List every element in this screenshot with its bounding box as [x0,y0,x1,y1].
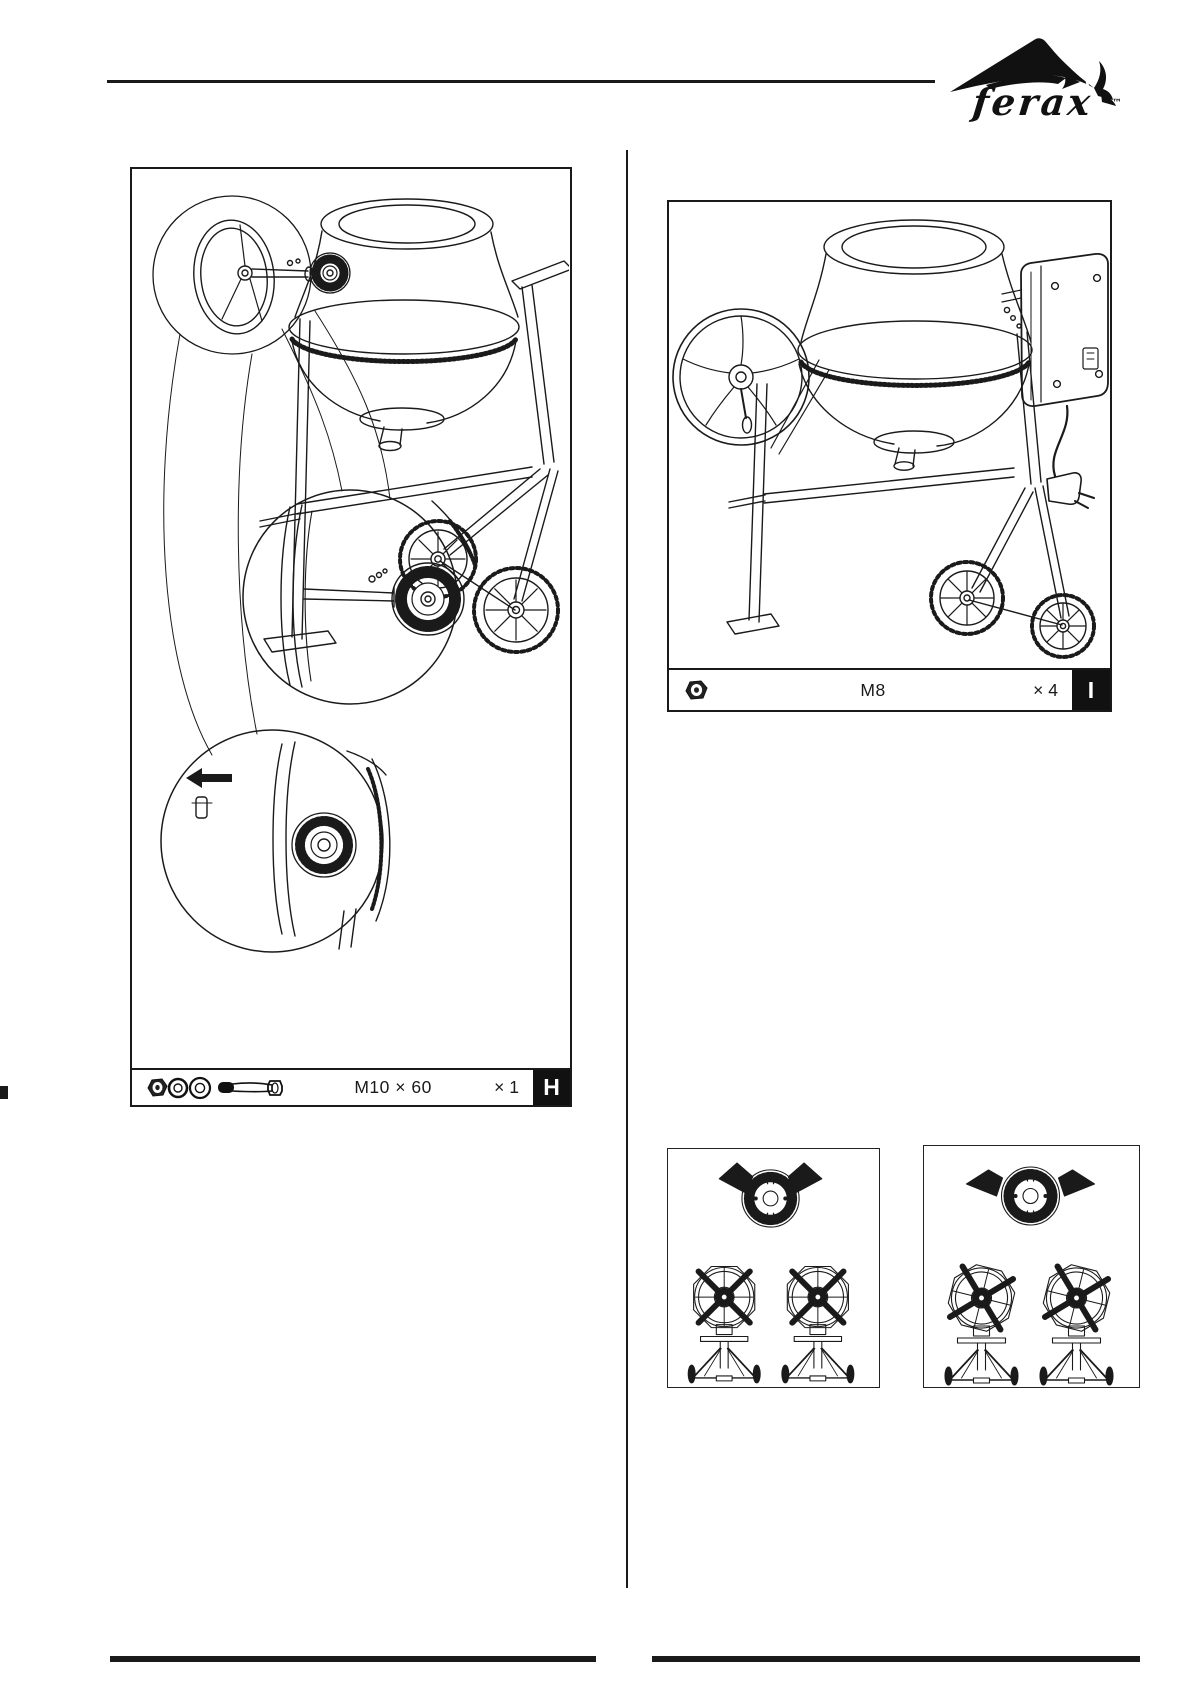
mixer-handwheel-assembly-illustration [132,169,569,1067]
washer-icon [190,1078,210,1098]
figure-h-quantity-label: × 1 [494,1077,519,1097]
brand-logo [946,36,1130,122]
figure-i-hardware-label: M8 [860,679,886,700]
trademark-symbol: ™ [1112,98,1122,109]
figure-h-hardware-label: M10 × 60 [354,1077,432,1097]
column-divider [626,150,628,1588]
figure-h-panel [130,167,572,1107]
lock-nut-icon [686,681,707,699]
lock-dial-and-mixers-front-illustration [668,1149,878,1386]
bolt-icon [218,1081,282,1095]
bottom-left-rule [110,1656,596,1662]
figure-i-panel [667,200,1112,712]
lock-nut-icon [148,1079,167,1096]
washer-icon [169,1079,187,1097]
figure-h-hardware-icons [132,1074,292,1102]
bottom-right-rule [652,1656,1140,1662]
figure-h-hardware-bar [132,1068,570,1105]
figure-i-hardware-icons [669,676,713,704]
step-i-badge: I [1072,670,1110,710]
thumbnail-orientation-a [667,1148,880,1388]
thumbnail-orientation-b [923,1145,1140,1388]
figure-i-quantity-label: × 4 [1033,679,1058,700]
scan-artifact [0,1086,8,1099]
brand-name: ferax [970,80,1096,124]
mixer-motor-mounting-illustration [669,202,1109,669]
lock-dial-and-mixers-tilted-illustration [924,1146,1138,1386]
top-rule [107,80,935,83]
step-h-badge: H [533,1070,570,1105]
figure-i-hardware-bar [669,668,1110,710]
